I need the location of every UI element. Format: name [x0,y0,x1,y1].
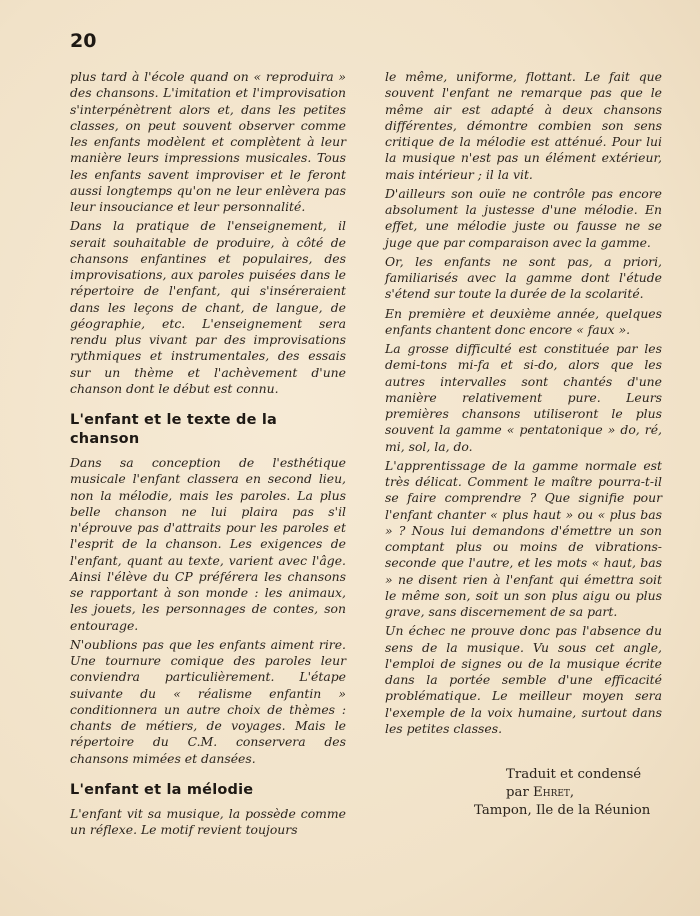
section-heading-melody: L'enfant et la mélodie [70,781,254,798]
paragraph: Or, les enfants ne sont pas, a priori, familiarisés avec la gamme dont l'étude s'étend sur toute la durée de la scolarité. [385,253,662,302]
paragraph: plus tard à l'école quand on « reproduira » des chansons. L'imitation et l'improvisation s'interpénètrent alors et, dans les petites classes, on peut souvent observer comme les enfants modèlent et complètent à leur manière leurs impressions musicales. Tous les enfants savent improviser et le feront aussi longtemps qu'on ne leur enlèvera pas leur insouciance et leur personnalité. [70,69,346,214]
paragraph: Un échec ne prouve donc pas l'absence du sens de la musique. Vu sous cet angle, l'emploi de signes ou de la musique écrite dans la portée semble d'une efficacité problématique. Le meilleur moyen sera l'exemple de la voix humaine, surtout dans les petites classes. [385,623,662,736]
paragraph: Dans la pratique de l'enseignement, il serait souhaitable de produire, à côté de chansons enfantines et populaires, des improvisations, aux paroles puisées dans le répertoire de l'enfant, qui s'inséreraient dans les leçons de chant, de langue, de géographie, etc. L'enseignement sera rendu plus vivant par des improvisations rythmiques et instrumentales, des essais sur un thème et l'achèvement d'une chanson dont le début est connu. [70,218,346,396]
signature-location: Tampon, Ile de la Réunion [474,803,651,818]
paragraph: D'ailleurs son ouïe ne contrôle pas encore absolument la justesse d'une mélodie. En effet, une mélodie juste ou fausse ne se juge que par comparaison avec la gamme. [385,185,662,250]
signature-by: par [506,785,529,800]
paragraph: L'enfant vit sa musique, la possède comme un réflexe. Le motif revient toujours [70,805,346,837]
signature-author [470,784,662,802]
signature-translated: Traduit et condensé [506,767,642,782]
left-column [70,69,346,841]
right-column [385,69,662,740]
section-heading-text: L'enfant et le texte de la chanson [70,412,278,447]
paragraph: N'oublions pas que les enfants aiment rire. Une tournure comique des paroles leur conviendra particulièrement. L'étape suivante du « réalisme enfantin » conditionnera un autre choix de thèmes : chants de métiers, de voyages. Mais le répertoire du C.M. conservera des chansons mimées et dansées. [70,636,346,766]
paragraph: L'apprentissage de la gamme normale est très délicat. Comment le maître pourra-t-il se faire comprendre ? Que signifie pour l'enfant chanter « plus haut » ou « plus bas » ? Nous lui demandons d'émettre un son comptant plus ou moins de vibrations-seconde que l'autre, et les mots « haut, bas » ne disent rien à l'enfant qui émettra soit le même son, soit un son plus aigu ou plus grave, sans discernement de sa part. [385,457,662,619]
page-number: 20 [70,30,97,52]
author-name: Ehret, [533,785,575,800]
paragraph: En première et deuxième année, quelques enfants chantent donc encore « faux ». [385,305,662,337]
paragraph: La grosse difficulté est constituée par les demi-tons mi-fa et si-do, alors que les autres intervalles sont chantés d'une manière relativement pure. Leurs premières chansons utiliseront le plus souvent la gamme « pentatonique » do, ré, mi, sol, la, do. [385,341,662,454]
paragraph: le même, uniforme, flottant. Le fait que souvent l'enfant ne remarque pas que le même air est adapté à deux chansons différentes, démontre combien son sens critique de la mélodie est atténué. Pour lui la musique n'est pas un élément extérieur, mais intérieur ; il la vit. [385,69,662,182]
paragraph: Dans sa conception de l'esthétique musicale l'enfant classera en second lieu, non la mélodie, mais les paroles. La plus belle chanson ne lui plaira pas s'il n'éprouve pas d'attraits pour les paroles et l'esprit de la chanson. Les exigences de l'enfant, quant au texte, varient avec l'âge. Ainsi l'élève du CP préférera les chansons se rapportant à son monde : les animaux, les jouets, les personnages de contes, son entourage. [70,455,346,633]
signature-block [470,766,662,820]
